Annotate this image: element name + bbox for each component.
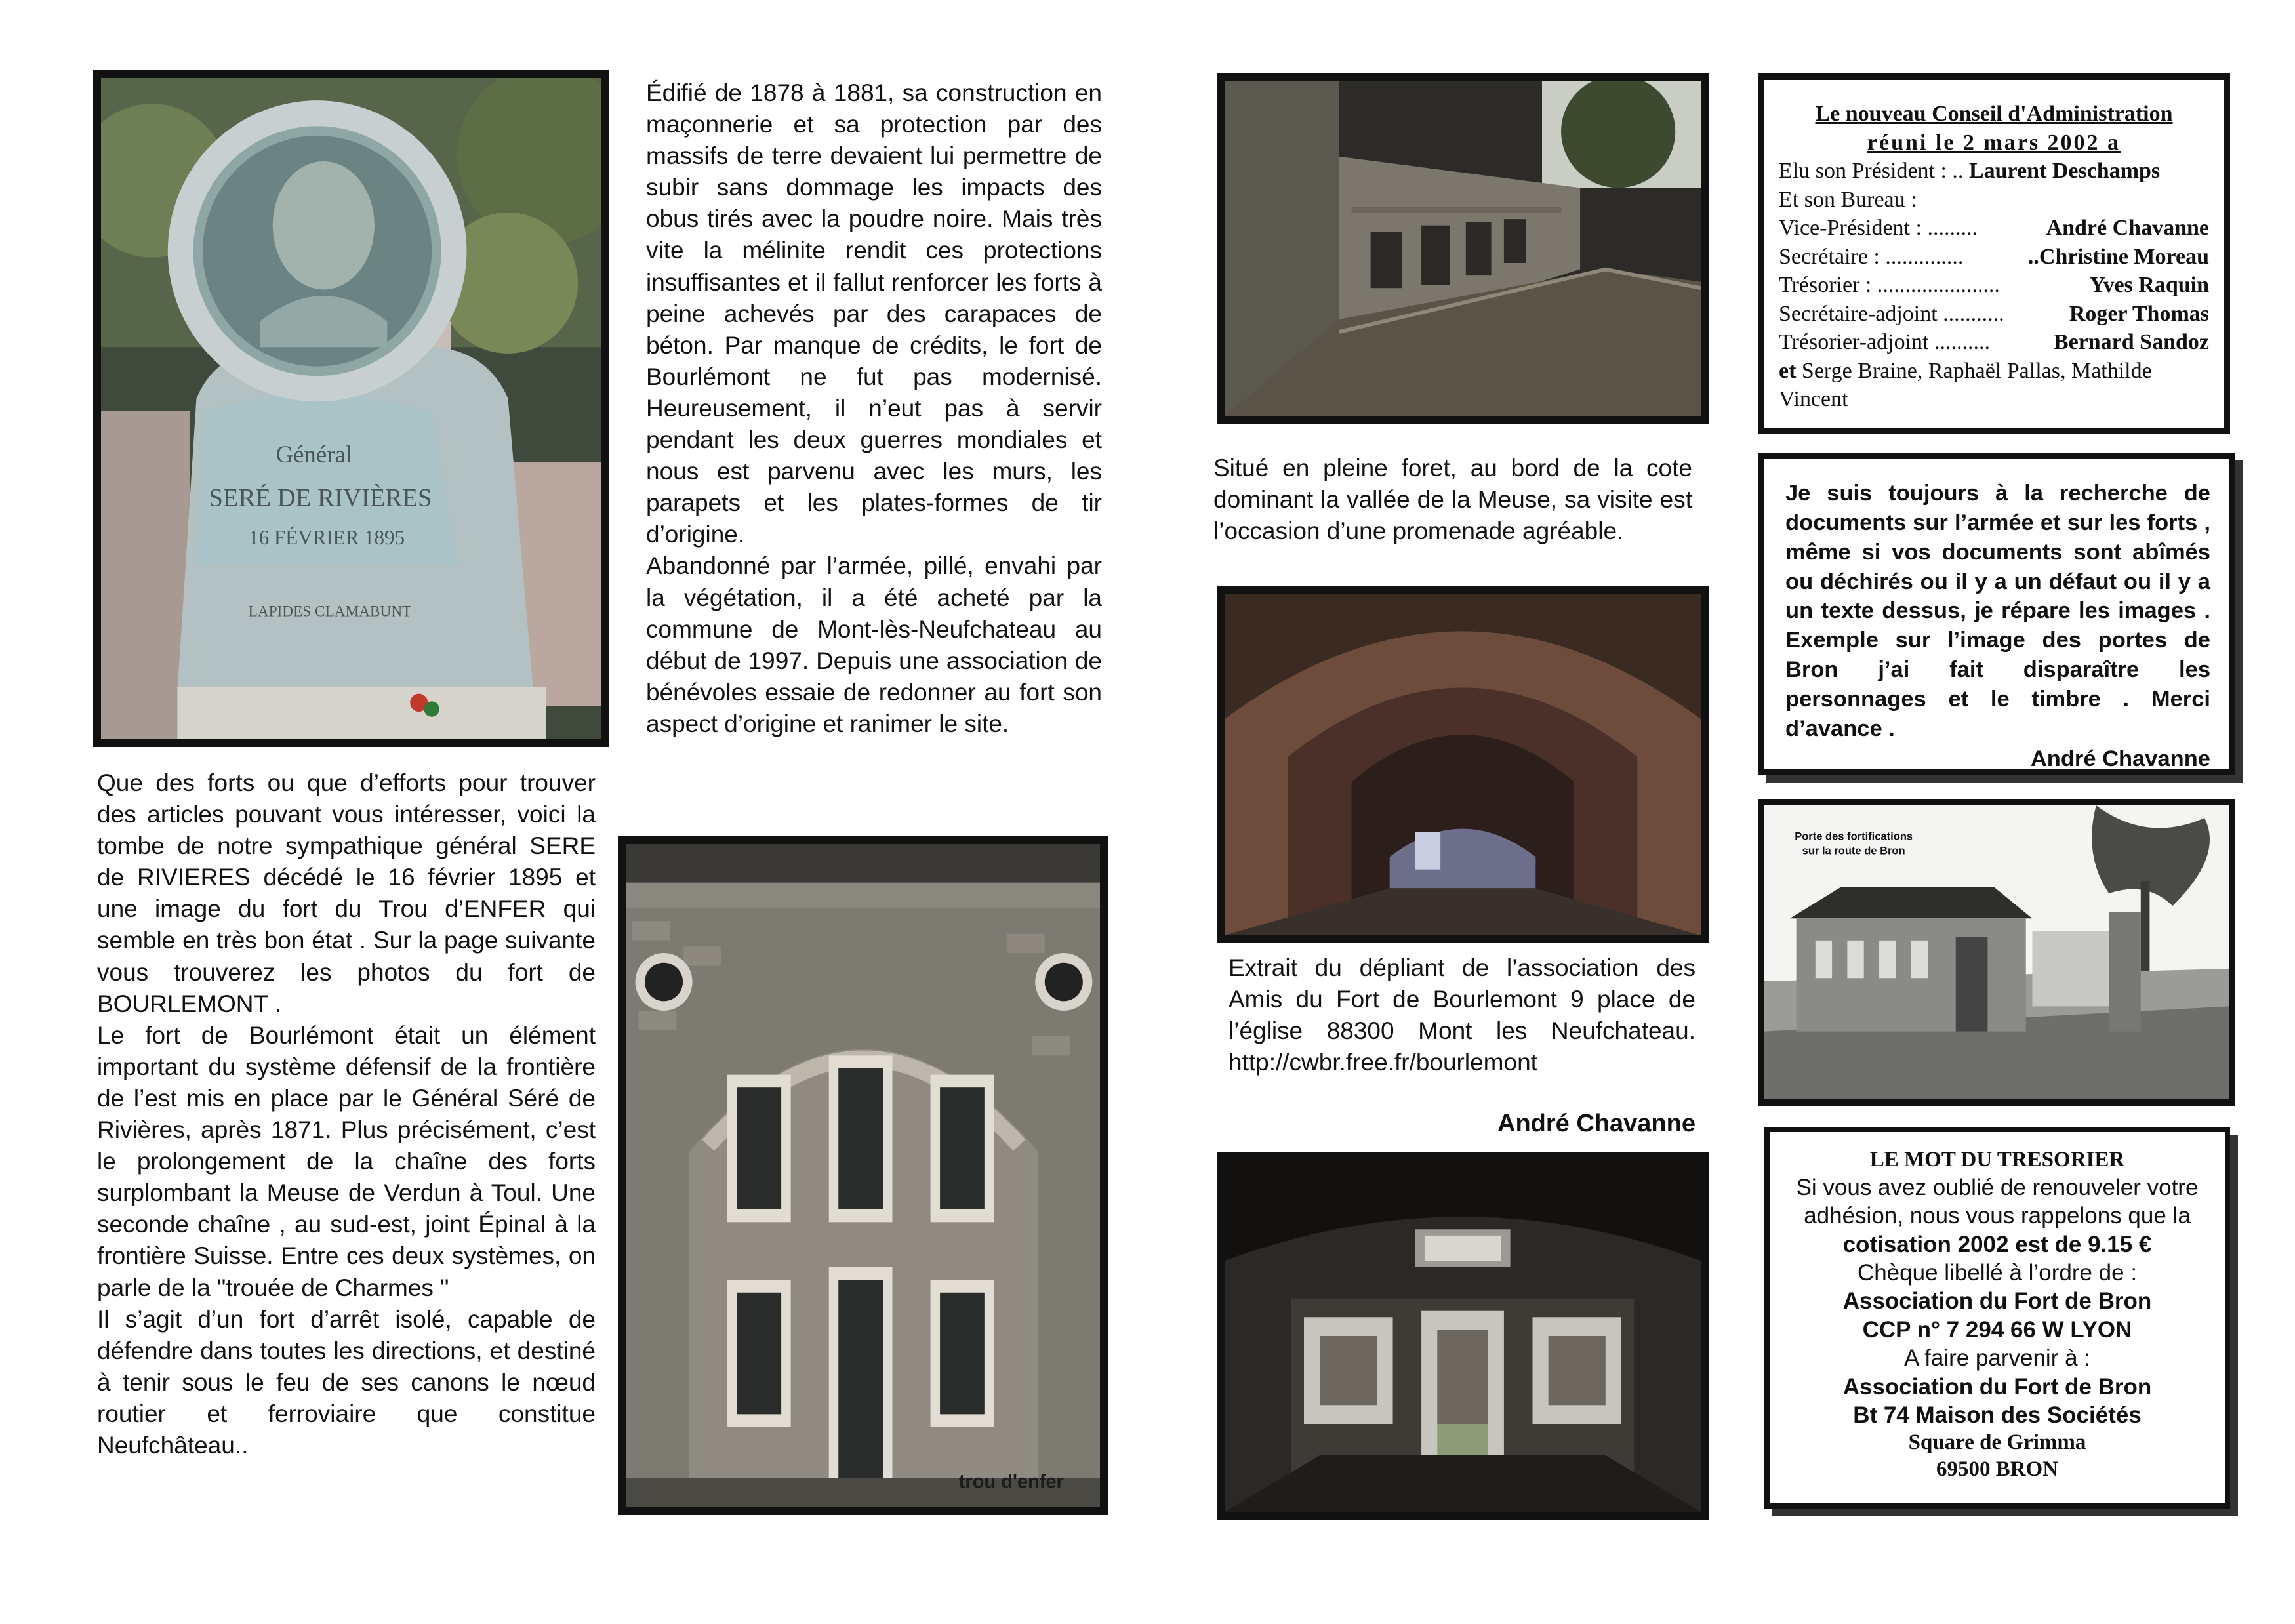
fort-arret-paragraph: Il s’agit d’un fort d’arrêt isolé, capable de défendre dans toutes les directions, et destiné à tenir sous le feu de ses canons le nœud routier et ferroviaire que constitue Neufchâteau.. [97, 1305, 596, 1459]
council-member-row [1779, 271, 2209, 300]
council-bureau-label: Et son Bureau : [1779, 187, 1917, 212]
tomb-inscription-name: SERÉ DE RIVIÈRES [209, 483, 432, 512]
bron-gate-caption-line2: sur la route de Bron [1802, 845, 1905, 857]
council-title-line2: réuni le 2 mars 2002 a [1867, 130, 2121, 155]
casemate-doorways-photo [1217, 1152, 1709, 1520]
council-member-role: Secrétaire : .............. [1779, 244, 1964, 269]
council-others-et: et [1779, 358, 1797, 383]
bourlemont-paragraph: Le fort de Bourlémont était un élément important du système défensif de la frontière de l’est mis en place par le Général Séré de Rivières, après 1871. Plus précisément, c’est le prolongement de la chaîne des forts surplombant la Meuse de Verdun à Toul. Une seconde chaîne , au sud-est, joint Épinal à la frontière Suisse. Entre ces deux systèmes, on parle de la "trouée de Charmes " [97, 1021, 596, 1301]
fort-courtyard-photo [1217, 73, 1709, 424]
treasurer-line4: Association du Fort de Bron [1842, 1288, 2152, 1314]
council-member-role: Trésorier-adjoint .......... [1779, 330, 1990, 355]
left-column-text [97, 767, 596, 1461]
council-member-role: Trésorier : ...................... [1779, 273, 2000, 298]
council-member-name: ..Christine Moreau [2027, 244, 2209, 269]
bron-gate-photo [1758, 799, 2235, 1106]
treasurer-box [1764, 1127, 2230, 1509]
bron-gate-caption-line1: Porte des fortifications [1795, 830, 1913, 843]
author-signature: André Chavanne [1497, 1110, 1696, 1137]
construction-paragraph: Édifié de 1878 à 1881, sa construction en maçonnerie et sa protection par des massifs de terre devaient lui permettre de subir sans dommage les impacts des obus tirés avec la poudre noire. Mais très vite la mélinite rendit ces protections insuffisantes et il fallut renforcer les forts à peine achevés par des carapaces de béton. Par manque de crédits, le fort de Bourlémont ne fut pas modernisé. Heureusement, il n’eut pas à servir pendant les deux guerres mondiales et nous est parvenu avec les murs, les parapets et les plates-formes de tir d’origine. [646, 79, 1102, 548]
council-president-label: Elu son Président : .. [1779, 159, 1964, 184]
trou-enfer-photo [618, 836, 1108, 1515]
council-member-role: Secrétaire-adjoint ........... [1779, 301, 2004, 326]
council-member-role: Vice-Président : ......... [1779, 216, 1978, 241]
treasurer-line3: Chèque libellé à l’ordre de : [1857, 1260, 2138, 1286]
extract-text: Extrait du dépliant de l’association des Amis du Fort de Bourlemont 9 place de l’église 88300 Mont les Neufchateau. http://cwbr.free.fr/bourlemont [1229, 954, 1696, 1076]
council-member-name: Bernard Sandoz [2053, 330, 2209, 355]
council-member-name: Yves Raquin [2089, 273, 2209, 298]
treasurer-title: LE MOT DU TRESORIER [1869, 1148, 2125, 1171]
council-title-line1: Le nouveau Conseil d'Administration [1815, 102, 2173, 126]
treasurer-line6: A faire parvenir à : [1903, 1345, 2091, 1371]
council-member-name: Roger Thomas [2069, 301, 2209, 326]
abandon-paragraph: Abandonné par l’armée, pillé, envahi par la végétation, il a été acheté par la commune de Mont-lès-Neufchateau au début de 1997. Depuis une association de bénévoles essaie de redonner au fort son aspect d’origine et ranimer le site. [646, 552, 1102, 737]
intro-paragraph: Que des forts ou que d’efforts pour trouver des articles pouvant vous intéresser, voici la tombe de notre sympathique général SERE de RIVIERES décédé le 16 février 1895 et une image du fort du Trou d’ENFER qui semble en très bon état . Sur la page suivante vous trouverez les photos du fort de BOURLEMONT . [97, 769, 596, 1017]
council-president-row [1779, 157, 2209, 186]
council-member-row [1779, 328, 2209, 357]
council-member-name: André Chavanne [2046, 216, 2209, 241]
council-others-names: Serge Braine, Raphaël Pallas, Mathilde Vincent [1779, 358, 2152, 412]
situation-text: Situé en pleine foret, au bord de la cote dominant la vallée de la Meuse, sa visite est l’occasion d’une promenade agréable. [1213, 455, 1692, 545]
treasurer-ccp: CCP n° 7 294 66 W LYON [1862, 1316, 2132, 1343]
middle-column-text [646, 77, 1102, 740]
treasurer-line7: Association du Fort de Bron [1842, 1373, 2152, 1400]
request-box [1758, 453, 2235, 775]
council-others [1779, 357, 2209, 414]
treasurer-line10: 69500 BRON [1936, 1457, 2059, 1482]
vaulted-tunnel-photo [1217, 586, 1709, 943]
request-signature: André Chavanne [2030, 746, 2210, 771]
trou-enfer-caption: trou d'enfer [958, 1471, 1064, 1493]
treasurer-line1: Si vous avez oublié de renouveler votre adhésion, nous vous rappelons que la [1796, 1174, 2199, 1229]
council-box [1758, 73, 2230, 434]
tomb-photo [93, 70, 609, 747]
treasurer-cotisation: cotisation 2002 est de 9.15 € [1842, 1231, 2152, 1257]
treasurer-line9: Square de Grimma [1908, 1431, 2086, 1455]
council-member-row [1779, 243, 2209, 272]
tomb-inscription-general: Général [275, 440, 353, 468]
request-text: Je suis toujours à la recherche de documents sur l’armée et sur les forts , même si vos documents sont abîmés ou déchirés ou il y a un défaut ou il y a un texte dessus, je répare les images . Exemple sur l’image des portes de Bron j’ai fait disparaître les personnages et le timbre . Merci d’avance . [1785, 481, 2210, 741]
council-president-name: Laurent Deschamps [1968, 159, 2161, 184]
tomb-inscription-date: 16 FÉVRIER 1895 [249, 525, 405, 550]
council-member-row [1779, 300, 2209, 329]
tomb-inscription-motto: LAPIDES CLAMABUNT [248, 603, 412, 620]
treasurer-line8: Bt 74 Maison des Sociétés [1853, 1402, 2142, 1429]
council-member-row [1779, 214, 2209, 243]
